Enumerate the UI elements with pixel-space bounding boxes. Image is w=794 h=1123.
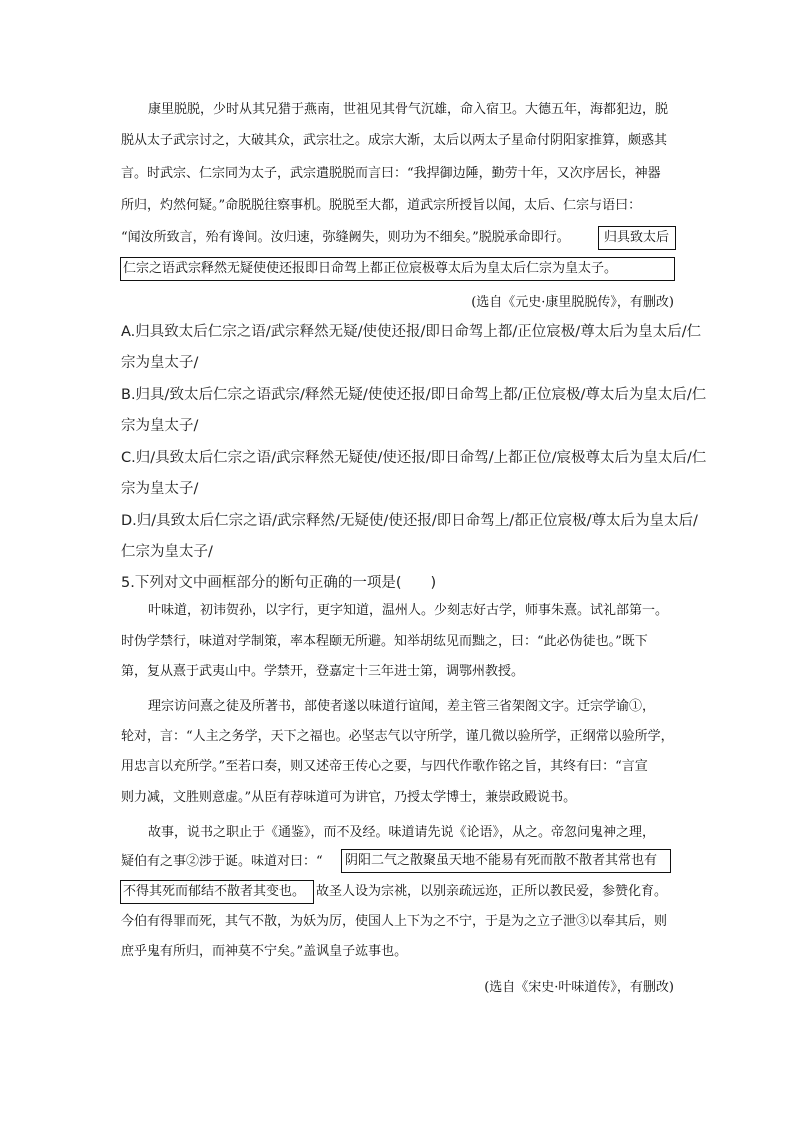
passage-2-line: 叶味道，初讳贺孙，以字行，更字知道，温州人。少刻志好古学，师事朱熹。试礼部第一。 [148, 603, 669, 618]
boxed-text-2 [120, 257, 675, 281]
passage-1-line: 康里脱脱，少时从其兄猎于燕南，世祖见其骨气沉雄，命入宿卫。大德五年，海都犯边，脱 [148, 102, 669, 117]
passage-2-line: 今伯有得罪而死，其气不散，为妖为厉，使国人上下为之不宁，于是为之立子泄③以奉其后，则 [121, 914, 668, 929]
boxed-text-4 [120, 880, 314, 904]
passage-2-line: 故事，说书之职止于《通鉴》，而不及经。味道请先说《论语》，从之。帝忽问鬼神之理， [148, 825, 656, 840]
question-5: 5.下列对文中画框部分的断句正确的一项是( ) [121, 575, 437, 591]
option-d-line1: D.归/具致太后仁宗之语/武宗释然/无疑使/使还报/即日命驾上/都正位宸极/尊太后为皇太后/ [121, 513, 698, 529]
boxed-text-4-part: 不得其死而郁结不散者其变也。 [123, 884, 306, 899]
boxed-text-1-part: 归具致太后 [604, 230, 670, 245]
boxed-text-2-part: 仁宗之语武宗释然无疑使使还报即日命驾上都正位宸极尊太后为皇太后仁宗为皇太子。 [123, 261, 618, 276]
passage-2-line: 时伪学禁行，味道对学制策，率本程颐无所避。知举胡纮见而黜之，曰：“此必伪徒也。”既下 [121, 634, 648, 649]
passage-2-line: 理宗访问熹之徒及所著书，部使者遂以味道行谊闻，差主管三省架阁文字。迁宗学谕①， [148, 699, 656, 714]
passage-2-line: 则力减，文胜则意虚。”从臣有荐味道可为讲官，乃授太学博士，兼崇政殿说书。 [121, 790, 577, 805]
boxed-text-3 [341, 849, 671, 873]
boxed-text-3-part: 阴阳二气之散聚虽天地不能易有死而散不散者其常也有 [345, 853, 658, 868]
passage-2-line: 第，复从熹于武夷山中。学禁开，登嘉定十三年进士第，调鄂州教授。 [121, 664, 525, 679]
passage-2-line: 用忠言以充所学。”至若口奏，则又述帝王传心之要，与四代作歌作铭之旨，其终有曰：“言宣 [121, 759, 648, 774]
passage-1-line: 所归，灼然何疑。”命脱脱往察事机。脱脱至大都，道武宗所授旨以闻，太后、仁宗与语曰： [121, 198, 642, 213]
option-d-line2: 仁宗为皇太子/ [121, 544, 213, 560]
boxed-text-1 [598, 226, 676, 250]
option-a-line2: 宗为皇太子/ [121, 355, 199, 371]
passage-2-line: 庶乎鬼有所归，而神莫不宁矣。”盖讽皇子竑事也。 [121, 944, 408, 959]
passage-1-line: “闻汝所致言，殆有谗间。汝归速，弥缝阙失，则功为不细矣。”脱脱承命即行。 [121, 230, 570, 245]
passage-2-line: 故圣人设为宗祧，以别亲疏远迩，正所以教民爱，参赞化育。 [316, 884, 668, 899]
option-b-line1: B.归具/致太后仁宗之语武宗/释然无疑/使使还报/即日命驾上都/正位宸极/尊太后为皇太后/仁 [121, 387, 707, 403]
passage-2-source: (选自《宋史·叶味道传》，有删改) [484, 980, 674, 995]
passage-1-source: (选自《元史·康里脱脱传》，有删改) [471, 295, 674, 310]
option-a-line1: A.归具致太后仁宗之语/武宗释然无疑/使使还报/即日命驾上都/正位宸极/尊太后为皇太后/仁 [121, 324, 702, 340]
passage-2-line: 疑伯有之事②涉于诞。味道对曰：“ [121, 854, 323, 869]
option-b-line2: 宗为皇太子/ [121, 418, 199, 434]
passage-1-line: 脱从太子武宗讨之，大破其众，武宗壮之。成宗大渐，太后以两太子星命付阴阳家推算，颇惑其 [121, 133, 668, 148]
passage-2-line: 轮对，言：“人主之务学，天下之福也。必坚志气以守所学，谨几微以验所学，正纲常以验所学， [121, 729, 674, 744]
passage-1-line: 言。时武宗、仁宗同为太子，武宗遣脱脱而言曰：“我捍御边陲，勤劳十年，又次序居长，神器 [121, 166, 661, 181]
option-c-line2: 宗为皇太子/ [121, 481, 199, 497]
option-c-line1: C.归/具致太后仁宗之语/武宗释然无疑使/使还报/即日命驾/上都正位/宸极尊太后为皇太后/仁 [121, 450, 707, 466]
